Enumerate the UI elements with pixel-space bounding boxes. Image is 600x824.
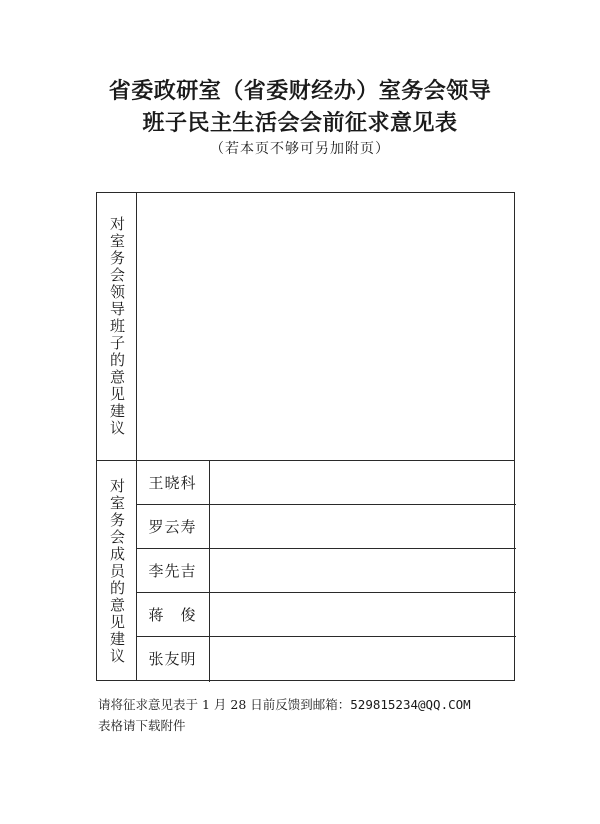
member-opinion-cell[interactable] bbox=[209, 460, 516, 504]
section-label-members-text: 对室务会成员的意见建议 bbox=[108, 477, 126, 665]
member-opinion-cell[interactable] bbox=[209, 636, 516, 680]
member-name: 罗云寿 bbox=[148, 517, 197, 536]
footer-instruction-text: 请将征求意见表于 1 月 28 日前反馈到邮箱： bbox=[98, 697, 351, 712]
member-name: 张友明 bbox=[148, 649, 197, 668]
section-label-members bbox=[97, 460, 136, 682]
member-name: 李先吉 bbox=[148, 561, 197, 580]
document-title-line1: 省委政研室（省委财经办）室务会领导 bbox=[108, 79, 492, 104]
member-opinion-cell[interactable] bbox=[209, 504, 516, 548]
leadership-opinion-area[interactable] bbox=[136, 193, 516, 460]
member-name: 蒋 俊 bbox=[148, 605, 197, 624]
member-opinion-cell[interactable] bbox=[209, 592, 516, 636]
section-label-leadership-text: 对室务会领导班子的意见建议 bbox=[108, 216, 126, 437]
footer-instruction bbox=[98, 695, 471, 713]
section-label-leadership bbox=[97, 193, 136, 460]
footer-email: 529815234@QQ.COM bbox=[350, 697, 471, 712]
document-title-line2: 班子民主生活会会前征求意见表 bbox=[142, 111, 458, 136]
member-name: 王晓科 bbox=[148, 473, 197, 492]
opinion-form-table bbox=[96, 192, 515, 681]
footer-download-note: 表格请下载附件 bbox=[98, 718, 186, 733]
document-subtitle: （若本页不够可另加附页） bbox=[210, 141, 390, 157]
member-opinion-cell[interactable] bbox=[209, 548, 516, 592]
